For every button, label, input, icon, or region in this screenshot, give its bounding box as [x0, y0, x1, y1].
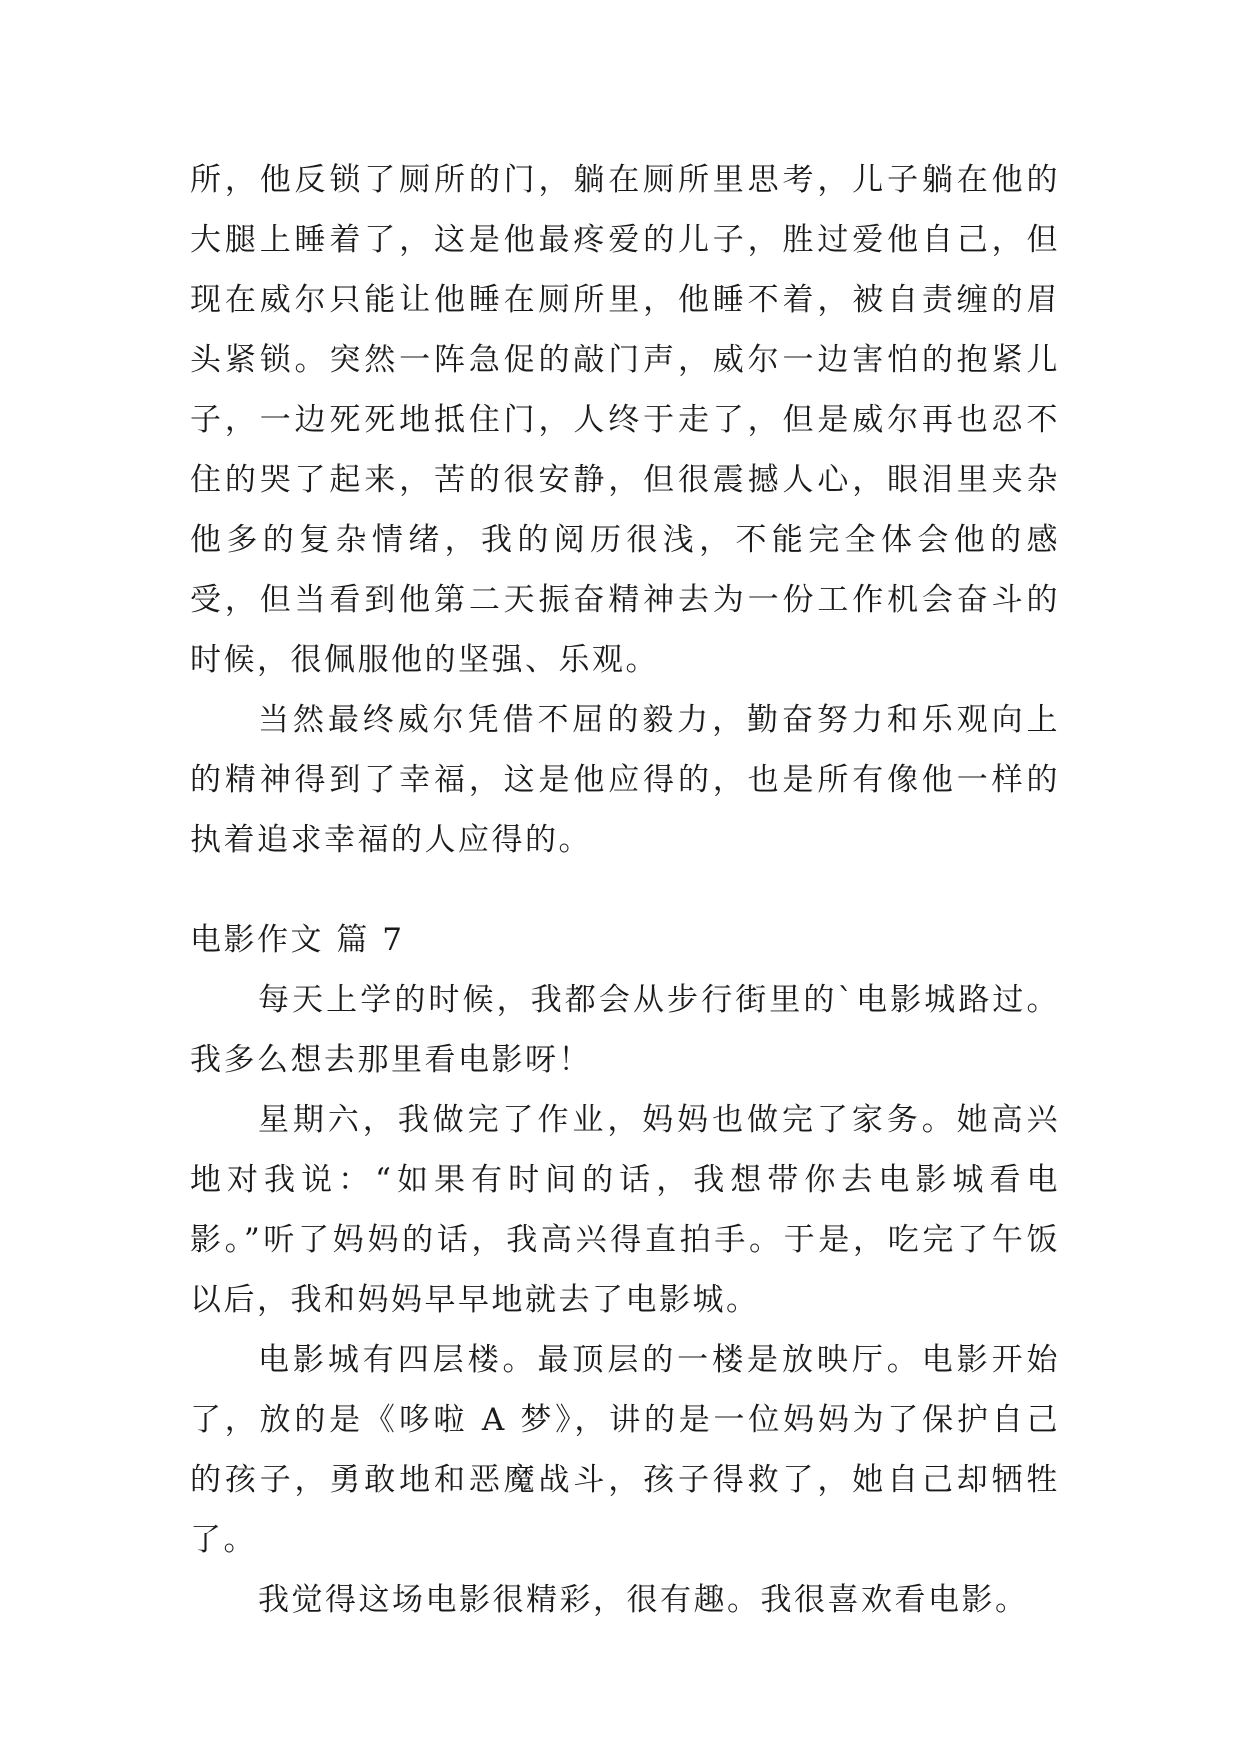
paragraph: 电影城有四层楼。最顶层的一楼是放映厅。电影开始了，放的是《哆啦 A 梦》，讲的是一位妈妈为了保护自己的孩子，勇敢地和恶魔战斗，孩子得救了，她自己却牺牲了。	[190, 1342, 1060, 1558]
paragraph: 当然最终威尔凭借不屈的毅力，勤奋努力和乐观向上的精神得到了幸福，这是他应得的，也是所有像他一样的执着追求幸福的人应得的。	[190, 702, 1060, 858]
section-heading: 电影作文 篇 7	[190, 922, 405, 958]
section-1-body	[190, 150, 1060, 870]
section-2-body	[190, 970, 1060, 1630]
paragraph: 我觉得这场电影很精彩，很有趣。我很喜欢看电影。	[258, 1582, 1029, 1618]
paragraph: 星期六，我做完了作业，妈妈也做完了家务。她高兴地对我说：“如果有时间的话，我想带你去电影城看电影。”听了妈妈的话，我高兴得直拍手。于是，吃完了午饭以后，我和妈妈早早地就去了电影城。	[190, 1102, 1060, 1318]
paragraph: 所，他反锁了厕所的门，躺在厕所里思考，儿子躺在他的大腿上睡着了，这是他最疼爱的儿子，胜过爱他自己，但现在威尔只能让他睡在厕所里，他睡不着，被自责缠的眉头紧锁。突然一阵急促的敲门声，威尔一边害怕的抱紧儿子，一边死死地抵住门，人终于走了，但是威尔再也忍不住的哭了起来，苦的很安静，但很震撼人心，眼泪里夹杂他多的复杂情绪，我的阅历很浅，不能完全体会他的感受，但当看到他第二天振奋精神去为一份工作机会奋斗的时候，很佩服他的坚强、乐观。	[190, 162, 1060, 678]
paragraph: 每天上学的时候，我都会从步行街里的`电影城路过。我多么想去那里看电影呀！	[190, 982, 1060, 1078]
